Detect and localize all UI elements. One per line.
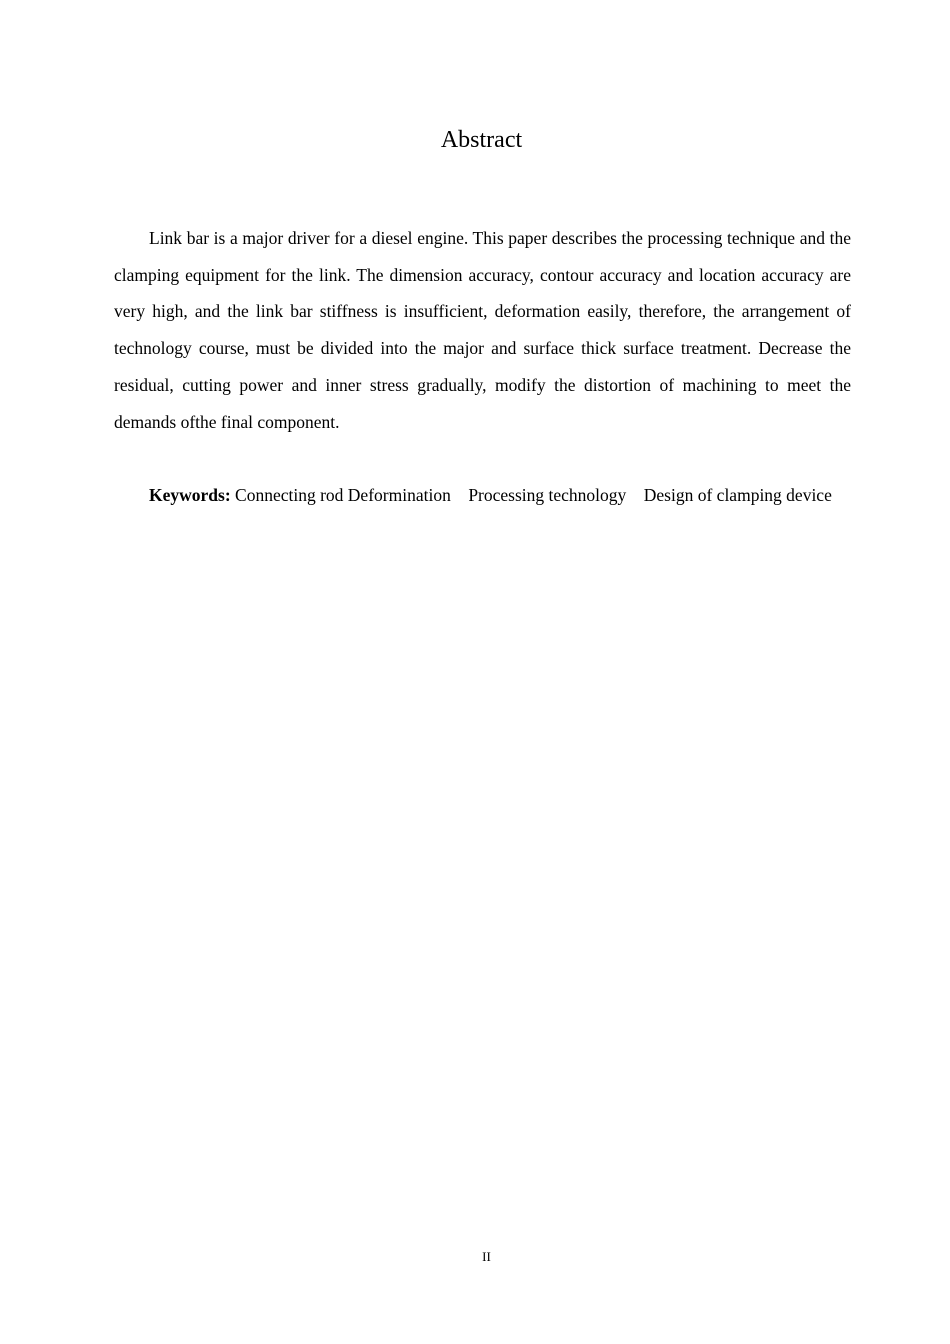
keywords-label: Keywords: [149, 485, 231, 505]
keywords-text: Connecting rod Deformination Processing technology Design of clamping device [230, 485, 832, 505]
page-title: Abstract [440, 127, 523, 153]
page-number: II [482, 1249, 491, 1264]
abstract-paragraph: Link bar is a major driver for a diesel engine. This paper describes the processing technique and the clamping equipment for the link. The dimension accuracy, contour accuracy and location accuracy are very high, and the link bar stiffness is insufficient, deformation easily, therefore, the arrangement of technology course, must be divided into the major and surface thick surface treatment. Decrease the residual, cutting power and inner stress gradually, modify the distortion of machining to meet the demands ofthe final component. [114, 228, 851, 432]
keywords-paragraph [114, 480, 851, 510]
